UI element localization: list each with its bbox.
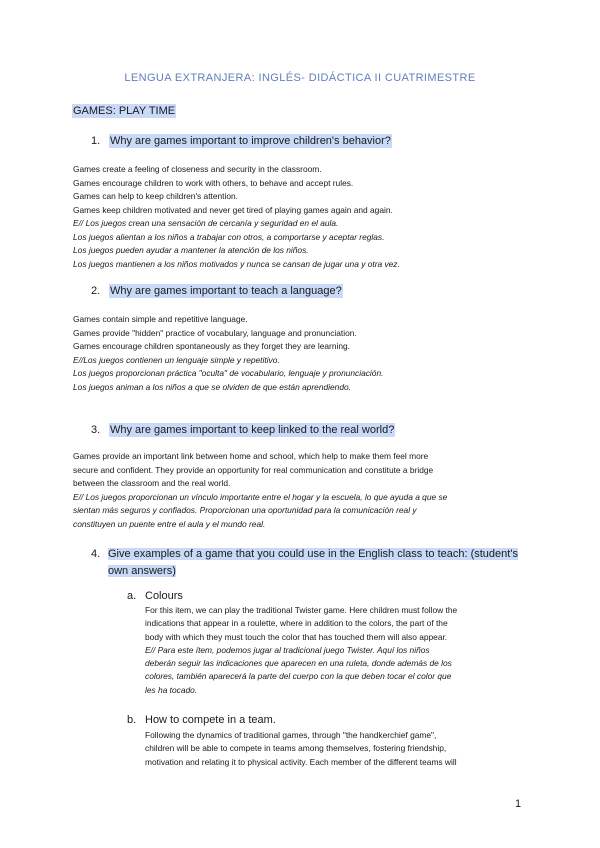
item-line-es: deberán seguir las indicaciones que aparecen en una ruleta, donde además de los: [145, 658, 452, 669]
question-4: [91, 546, 531, 580]
question-number: 1.: [91, 135, 101, 147]
item-a-body: [145, 604, 457, 697]
question-3: [91, 424, 395, 436]
item-letter: b.: [127, 714, 137, 726]
item-b: [127, 714, 276, 726]
question-number: 4.: [91, 548, 101, 560]
answer-line: Games create a feeling of closeness and security in the classroom.: [73, 164, 322, 174]
question-2: [91, 285, 343, 297]
answer-line-es: Los juegos proporcionan práctica "oculta" de vocabulario, lenguaje y pronunciación.: [73, 368, 384, 378]
answer-line: Games encourage children spontaneously as they forget they are learning.: [73, 341, 351, 351]
item-letter: a.: [127, 590, 137, 602]
answer-line-es: sientan más seguros y confiados. Proporcionan una oportunidad para la comunicación real y: [73, 505, 417, 515]
item-line-es: les ha tocado.: [145, 684, 198, 695]
answer-line: Games encourage children to work with others, to behave and accept rules.: [73, 177, 354, 188]
answer-line: Games keep children motivated and never get tired of playing games again and again.: [73, 204, 393, 215]
answer-line-es: E// Los juegos proporcionan un vínculo importante entre el hogar y la escuela, lo que ayuda a que se: [73, 491, 448, 502]
question-number: 2.: [91, 285, 101, 297]
answer-line-es: E// Los juegos crean una sensación de cercanía y seguridad en el aula.: [73, 218, 339, 228]
item-title: Colours: [145, 590, 183, 602]
question-text: Give examples of a game that you could use in the English class to teach: (student's own answers): [108, 548, 518, 577]
answer-1: [73, 163, 400, 271]
question-text: Why are games important to teach a language?: [110, 285, 342, 297]
question-text: Why are games important to improve children's behavior?: [110, 135, 391, 147]
item-b-body: [145, 729, 457, 769]
item-title: How to compete in a team.: [145, 714, 276, 726]
item-line: For this item, we can play the traditional Twister game. Here children must follow the: [145, 605, 458, 615]
item-line: indications that appear in a roulette, where in addition to the colors, the part of the: [145, 618, 448, 629]
question-1: [91, 135, 392, 147]
answer-line: Games provide "hidden" practice of vocabulary, language and pronunciation.: [73, 327, 357, 338]
item-line: Following the dynamics of traditional games, through "the handkerchief game",: [145, 730, 437, 740]
answer-line-es: Los juegos animan a los niños a que se olviden de que están aprendiendo.: [73, 381, 351, 392]
item-line-es: E// Para este ítem, podemos jugar al tradicional juego Twister. Aquí los niños: [145, 644, 430, 655]
answer-line: Games can help to keep children's attention.: [73, 191, 239, 201]
answer-line-es: constituyen un puente entre el aula y el mundo real.: [73, 518, 266, 529]
section-title: GAMES: PLAY TIME: [73, 105, 176, 117]
answer-line: Games contain simple and repetitive language.: [73, 314, 248, 324]
answer-3: [73, 450, 447, 531]
item-line: children will be able to compete in teams among themselves, fostering friendship,: [145, 743, 447, 754]
answer-line: secure and confident. They provide an opportunity for real communication and constitute a bridge: [73, 464, 434, 475]
answer-line: Games provide an important link between home and school, which help to make them feel more: [73, 451, 429, 461]
item-a: [127, 590, 183, 602]
answer-line-es: Los juegos pueden ayudar a mantener la atención de los niños.: [73, 245, 309, 255]
answer-2: [73, 313, 383, 394]
page-number: 1: [515, 798, 522, 810]
answer-line-es: Los juegos alientan a los niños a trabajar con otros, a comportarse y aceptar reglas.: [73, 231, 385, 242]
question-text: Why are games important to keep linked to the real world?: [110, 424, 395, 436]
item-line: motivation and relating it to physical activity. Each member of the different teams will: [145, 756, 457, 767]
item-line: body with which they must touch the color that has touched them will also appear.: [145, 631, 448, 642]
answer-line: between the classroom and the real world.: [73, 478, 231, 488]
question-number: 3.: [91, 424, 101, 436]
page-header: LENGUA EXTRANJERA: INGLÉS- DIDÁCTICA II CUATRIMESTRE: [124, 72, 476, 84]
answer-line-es: E//Los juegos contienen un lenguaje simple y repetitivo.: [73, 354, 280, 365]
item-line-es: colores, también aparecerá la parte del cuerpo con la que deben tocar el color que: [145, 671, 452, 682]
answer-line-es: Los juegos mantienen a los niños motivados y nunca se cansan de jugar una y otra vez.: [73, 258, 400, 269]
